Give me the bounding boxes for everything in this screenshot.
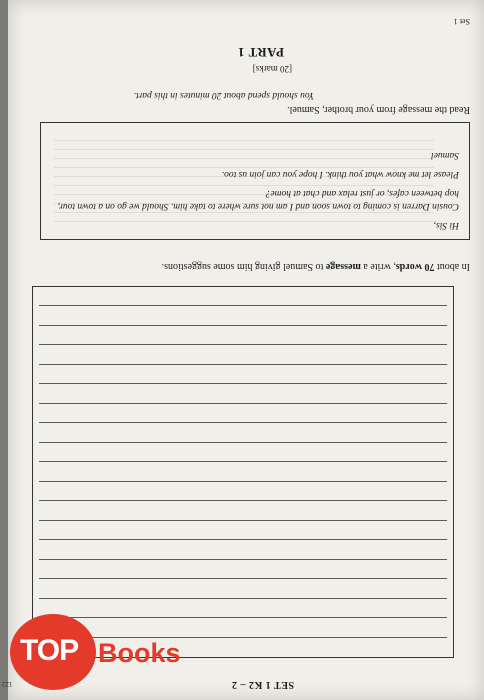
answer-line <box>39 578 447 579</box>
time-instruction: You should spend about 20 minutes in this part. <box>133 90 314 100</box>
answer-line <box>39 539 447 540</box>
answer-line <box>39 344 447 345</box>
page-number: 122 <box>2 680 13 688</box>
answer-line <box>39 500 447 501</box>
topbooks-logo <box>10 612 210 692</box>
message-closing: Please let me know what you think. I hope you can join us too. <box>221 169 459 179</box>
task-word-count: 70 words <box>395 261 435 272</box>
answer-line <box>39 325 447 326</box>
answer-line <box>39 598 447 599</box>
task-middle: , write a <box>360 261 396 272</box>
answer-line <box>39 403 447 404</box>
message-body: Cousin Darren is coming to town soon and I am not sure where to take him. Should we go on a town tour, hop between cafes, or just relax and chat at home? <box>57 188 459 211</box>
marks-label: [20 marks] <box>252 64 292 74</box>
logo-books-text: Books <box>98 638 181 668</box>
answer-box[interactable] <box>32 286 454 658</box>
logo-top-text: TOP <box>20 634 79 667</box>
worksheet-page <box>8 0 484 700</box>
read-prompt: Read the message from your brother, Samuel. <box>287 104 470 115</box>
message-greeting: Hi Sis, <box>433 220 459 230</box>
answer-line <box>39 481 447 482</box>
task-prefix: In about <box>434 261 470 272</box>
answer-line <box>39 461 447 462</box>
message-box <box>40 122 470 240</box>
part-title: PART 1 <box>237 45 284 60</box>
answer-line <box>39 305 447 306</box>
answer-line <box>39 559 447 560</box>
set-label: Set 1 <box>453 17 470 26</box>
answer-line <box>39 520 447 521</box>
answer-line <box>39 422 447 423</box>
answer-line <box>39 364 447 365</box>
answer-line <box>39 383 447 384</box>
task-keyword: message <box>325 261 361 272</box>
task-suffix: to Samuel giving him some suggestions. <box>161 261 326 272</box>
footer-label: SET 1 K2 – 2 <box>231 679 294 690</box>
answer-line <box>39 442 447 443</box>
writing-task <box>30 261 470 272</box>
message-signature: Samuel <box>431 150 459 160</box>
